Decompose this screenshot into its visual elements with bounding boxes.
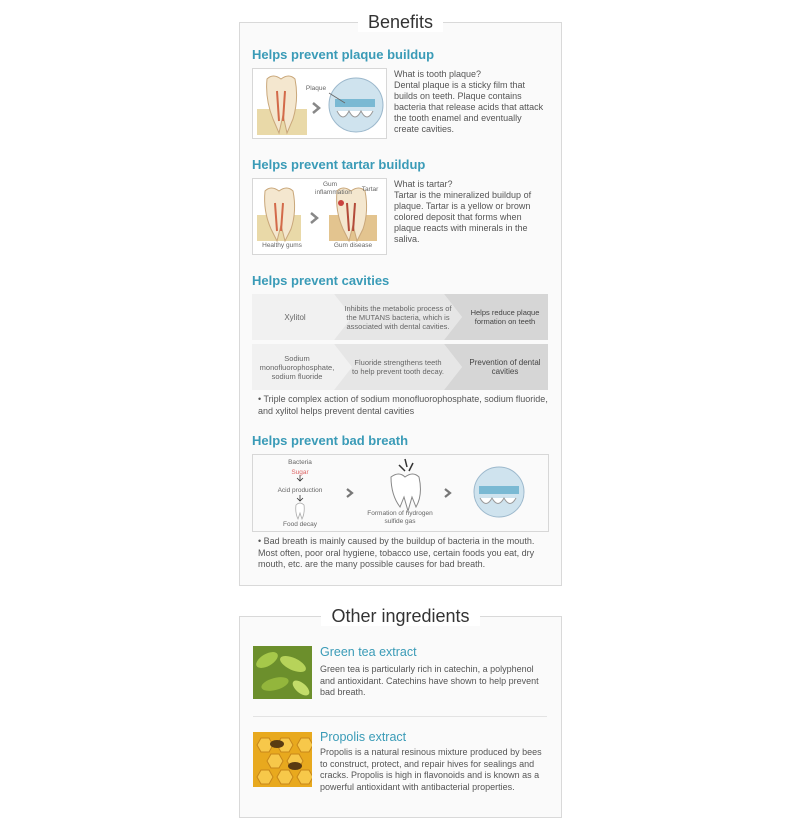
bacteria-label: Bacteria [288,459,312,466]
ingredient-divider [253,716,547,717]
gas-label: Formation of hydrogen sulfide gas [367,510,433,525]
gum-inflammation-label: Gum inflammation [315,181,352,196]
benefits-title: Benefits [239,12,562,33]
breath-note: • Bad breath is mainly caused by the buildup of bacteria in the mouth. Most often, poor oral hygiene, tobacco use, certain foods you eat, dry mouth, etc. are the many possible causes for bad breath. [258,536,535,569]
fluoride-result-cell: Prevention of dental cavities [469,358,541,376]
green-tea-name: Green tea extract [320,645,417,659]
ingredients-title: Other ingredients [239,606,562,627]
cavities-flow-row-1 [252,294,548,340]
breath-illustration [252,454,549,532]
sugar-label: Sugar [291,469,309,476]
decay-label: Food decay [283,521,317,528]
tartar-illustration [252,178,387,255]
fluoride-cell: Sodium monofluorophosphate, sodium fluoride [259,353,335,381]
acid-label: Acid production [277,487,323,494]
bullet-icon: • [258,394,264,404]
plaque-label: Plaque [305,85,327,92]
breath-title: Helps prevent bad breath [252,433,409,448]
plaque-answer: Dental plaque is a sticky film that builds on teeth. Plaque contains bacteria that release acids that attack the tooth enamel and eventually create cavities. [394,80,544,134]
plaque-illustration [252,68,387,139]
propolis-text: Propolis is a natural resinous mixture produced by bees to construct, protect, and repair hives for sealings and cracks. Propolis is high in flavonoids and is known as a powerful antioxidant with antibacterial properties. [320,747,542,792]
green-tea-image [253,646,312,699]
xylitol-result-cell: Helps reduce plaque formation on teeth [470,308,540,326]
cavities-note: • Triple complex action of sodium monofluorophosphate, sodium fluoride, and xylitol helps prevent dental cavities [258,394,548,416]
tartar-description [394,179,546,245]
gum-disease-label: Gum disease [333,242,373,249]
cavities-title: Helps prevent cavities [252,273,390,288]
tartar-label: Tartar [361,186,379,193]
healthy-gums-label: Healthy gums [262,242,302,249]
green-tea-leaf-icon [253,646,312,699]
plaque-question: What is tooth plaque? [394,69,482,79]
tartar-answer: Tartar is the mineralized buildup of plaque. Tartar is a yellow or brown colored deposit that forms when plaque reacts with minerals in the saliva. [394,190,532,244]
fluoride-action-cell: Fluoride strengthens teeth to help prevent tooth decay. [352,358,445,376]
honeycomb-icon [253,732,312,787]
bullet-icon: • [258,536,264,546]
xylitol-action-cell: Inhibits the metabolic process of the MUTANS bacteria, which is associated with dental cavities. [344,303,452,331]
propolis-image [253,732,312,787]
tartar-title: Helps prevent tartar buildup [252,157,426,172]
green-tea-text: Green tea is particularly rich in catechin, a polyphenol and antioxidant. Catechins have shown to help prevent bad breath. [320,664,539,697]
plaque-tooth-icon [253,69,386,138]
plaque-title: Helps prevent plaque buildup [252,47,435,62]
tartar-question: What is tartar? [394,179,453,189]
propolis-name: Propolis extract [320,730,407,744]
cavities-flow-row-2 [252,344,548,390]
xylitol-cell: Xylitol [284,312,306,322]
plaque-description [394,69,546,135]
